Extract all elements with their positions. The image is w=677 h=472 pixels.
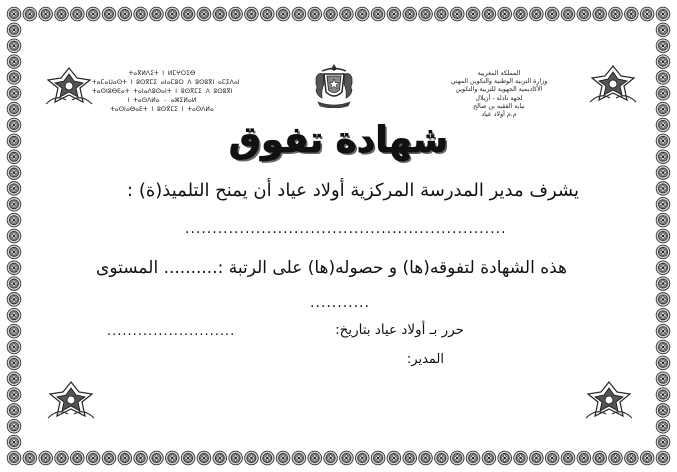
header-tifinagh-line: ⵜⴰⵙⵏⵓⴱⴹⴰⵜ ⵜⴰⵏⴰⴷⵓⵙⴰⵏⵜ ⵏ ⵓⵙⴳⵎⵉ ⴷ ⵓⵙⵓⴳⵏ [92,89,233,95]
border-rosette [7,71,21,85]
header-tifinagh-line: ⵏ ⵜⴰⵙⴷⵍⴰ - ⴰⵣⵉⵍⴰⵍ [127,98,197,104]
border-rosette [7,435,21,449]
border-rosette [276,451,290,465]
border-rosette [340,7,354,21]
border-rosette [7,197,21,211]
border-rosette [545,451,559,465]
border-rosette [150,451,164,465]
border-rosette [7,308,21,322]
border-rosette [292,7,306,21]
student-name-blank: ........................................................... [185,221,507,237]
border-rosette [7,419,21,433]
border-rosette [403,7,417,21]
level-blank: ........... [310,295,370,311]
border-rosette [656,71,670,85]
border-rosette [514,7,528,21]
border-rosette [561,7,575,21]
border-rosette [134,451,148,465]
border-rosette [593,7,607,21]
border-rosette [387,7,401,21]
border-rosette [213,451,227,465]
border-rosette [165,7,179,21]
border-rosette [7,213,21,227]
border-rosette [7,182,21,196]
border-rosette [7,166,21,180]
border-rosette [656,293,670,307]
border-rosette [245,451,259,465]
border-rosette [577,7,591,21]
moroccan-coat-of-arms-icon [310,60,358,108]
border-rosette [7,340,21,354]
header-tifinagh [92,70,240,115]
border-rosette [656,340,670,354]
header-tifinagh-line: ⵜⴰⴳⵍⴷⵉⵜ ⵏ ⵍⵎⵖⵔⵉⴱ [128,71,196,77]
ornament-corner-icon [584,378,634,422]
border-rosette [656,277,670,291]
border-rosette [213,7,227,21]
border-rosette [7,293,21,307]
border-rosette [593,451,607,465]
border-rosette [656,39,670,53]
border-rosette [7,451,21,465]
border-rosette [450,451,464,465]
border-rosette [102,451,116,465]
border-rosette [656,213,670,227]
border-rosette [181,451,195,465]
border-rosette [656,23,670,37]
border-rosette [134,7,148,21]
ornament-corner-icon [588,62,638,106]
border-rosette [419,7,433,21]
border-rosette [7,277,21,291]
written-at-label: حرر بـ أولاد عياد بتاريخ: [335,322,464,338]
border-rosette [260,7,274,21]
border-rosette [7,23,21,37]
border-rosette [530,7,544,21]
border-rosette [482,7,496,21]
border-rosette [355,7,369,21]
border-rosette [419,451,433,465]
border-rosette [466,451,480,465]
border-rosette [245,7,259,21]
rank-statement: هذه الشهادة لتفوقه(ها) و حصوله(ها) على الرتبة :.......... المستوى [96,258,567,278]
border-rosette [450,7,464,21]
border-rosette [292,451,306,465]
border-rosette [260,451,274,465]
ornament-corner-icon [44,64,94,108]
border-rosette [656,435,670,449]
header-arabic-line: م.م أولاد عياد [481,111,517,119]
border-rosette [7,372,21,386]
border-rosette [197,451,211,465]
border-rosette [609,7,623,21]
border-rosette [7,245,21,259]
border-rosette [656,86,670,100]
border-rosette [7,102,21,116]
border-rosette [55,7,69,21]
date-blank: ......................... [107,324,236,339]
grant-statement: يشرف مدير المدرسة المركزية أولاد عياد أن يمنح التلميذ(ة) : [127,180,579,201]
border-rosette [656,229,670,243]
border-rosette [656,182,670,196]
border-rosette [102,7,116,21]
border-rosette [656,451,670,465]
border-rosette [276,7,290,21]
border-rosette [435,451,449,465]
border-rosette [640,7,654,21]
border-rosette [656,308,670,322]
border-rosette [656,166,670,180]
border-rosette [7,55,21,69]
header-arabic [424,70,574,119]
border-rosette [625,7,639,21]
border-rosette [466,7,480,21]
border-rosette [55,451,69,465]
header-tifinagh-line: ⵜⴰⵙⵏⴰⴱⴰⴹⵜ ⵏ ⵓⵙⴳⵎⵉ ⵏ ⵜⴰⵙⴷⵍⴰ [110,107,214,113]
border-rosette [340,451,354,465]
border-rosette [514,451,528,465]
border-rosette [656,388,670,402]
header-arabic-line: وزارة التربية الوطنية والتكوين المهني [450,78,548,86]
header-tifinagh-line: ⵜⴰⵎⴰⵡⴰⵙⵜ ⵏ ⵓⵙⴳⵎⵉ ⴰⵏⴰⵎⵓⵔ ⴷ ⵓⵙⵓⴳⵏ ⴰⵎⵉⴷⴰⵏ [92,80,240,86]
border-rosette [656,55,670,69]
border-rosette [7,324,21,338]
border-rosette [229,7,243,21]
border-rosette [7,7,21,21]
border-rosette [118,7,132,21]
border-rosette [7,261,21,275]
border-rosette [324,7,338,21]
border-rosette [371,451,385,465]
border-rosette [656,356,670,370]
certificate-title: شهادة تفوق [228,120,449,161]
border-rosette [498,7,512,21]
header-arabic-line: لجهة تادلة - أزيلال [475,94,523,102]
border-rosette [371,7,385,21]
border-rosette [181,7,195,21]
header-arabic-line: نيابة الفقيه بن صالح [473,102,525,110]
border-rosette [656,324,670,338]
director-label: المدير: [406,352,444,367]
border-rosette [498,451,512,465]
border-rosette [86,451,100,465]
border-rosette [39,7,53,21]
border-rosette [482,451,496,465]
border-rosette [403,451,417,465]
border-rosette [355,451,369,465]
border-rosette [7,86,21,100]
border-rosette [308,451,322,465]
border-rosette [71,7,85,21]
ornament-corner-icon [46,378,96,422]
border-rosette [656,372,670,386]
border-rosette [7,404,21,418]
border-rosette [324,451,338,465]
border-rosette [165,451,179,465]
border-rosette [23,451,37,465]
border-rosette [656,419,670,433]
border-rosette [7,356,21,370]
border-rosette [656,261,670,275]
border-rosette [229,451,243,465]
border-rosette [23,7,37,21]
border-rosette [7,229,21,243]
border-rosette [118,451,132,465]
border-rosette [150,7,164,21]
border-rosette [86,7,100,21]
border-rosette [656,7,670,21]
border-rosette [656,197,670,211]
border-rosette [625,451,639,465]
border-rosette [561,451,575,465]
header-arabic-line: المملكة المغربية [477,70,521,77]
border-rosette [640,451,654,465]
border-rosette [577,451,591,465]
border-rosette [387,451,401,465]
border-rosette [656,245,670,259]
border-rosette [197,7,211,21]
border-rosette [656,102,670,116]
border-rosette [609,451,623,465]
border-rosette [7,388,21,402]
border-rosette [435,7,449,21]
border-rosette [7,39,21,53]
border-rosette [308,7,322,21]
border-rosette [530,451,544,465]
border-rosette [39,451,53,465]
header-arabic-line: الأكاديمية الجهوية للتربية والتكوين [455,86,543,94]
border-rosette [545,7,559,21]
border-rosette [71,451,85,465]
border-rosette [656,404,670,418]
